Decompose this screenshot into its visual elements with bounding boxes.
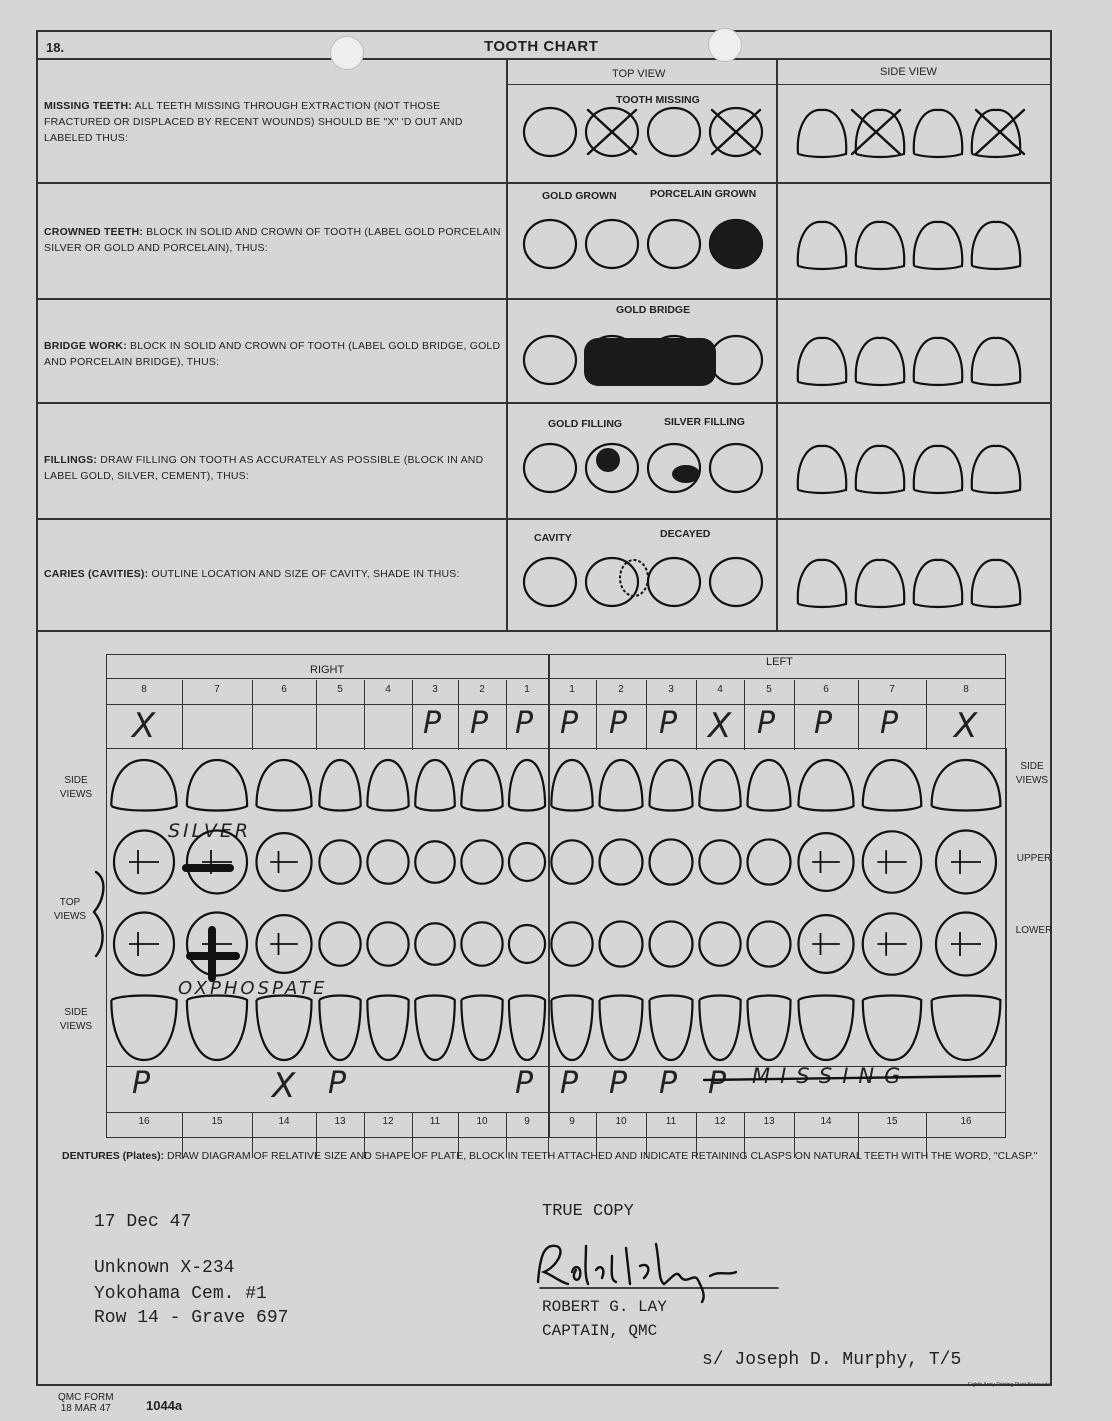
lower-number-14: 14: [820, 1116, 832, 1127]
legend-fillings: FILLINGS: DRAW FILLING ON TOOTH AS ACCURATELY AS POSSIBLE (BLOCK IN AND LABEL GOLD, SILVER, CEMENT), THUS:: [44, 454, 484, 482]
legend-missing: MISSING TEETH: ALL TEETH MISSING THROUGH EXTRACTION (NOT THOSE FRACTURED OR DISPLACED BY RECENT WOUNDS) SHOULD BE "X" 'D OUT AND LABELED THUS:: [44, 100, 463, 144]
lower-number-2: 15: [211, 1116, 223, 1127]
upper-mark-11: P: [659, 706, 678, 741]
top-views-bracket: [94, 872, 103, 956]
lower-number-9: 9: [569, 1116, 575, 1127]
record-line-3: Row 14 - Grave 697: [94, 1308, 289, 1328]
upper-top-tooth-6: [415, 841, 455, 883]
upper-number-16: 8: [963, 684, 969, 695]
lower-top-tooth-4: [319, 922, 360, 965]
upper-top-tooth-2: [187, 831, 247, 894]
upper-side-tooth-2: [187, 760, 247, 811]
lower-number-12: 12: [714, 1116, 726, 1127]
annotation-silver: SILVER: [168, 820, 252, 842]
signer-title: CAPTAIN, QMC: [542, 1322, 658, 1340]
lower-top-tooth-8: [509, 925, 545, 963]
side-views-lower-label: SIDE VIEWS: [59, 1007, 93, 1032]
lower-number-1: 16: [138, 1116, 150, 1127]
upper-top-tooth-16: [936, 831, 996, 894]
upper-top-tooth-3: [256, 833, 311, 891]
lower-top-tooth-2: [187, 913, 247, 976]
lower-side-tooth-6: [415, 996, 455, 1061]
lower-top-tooth-11: [650, 921, 693, 966]
lower-top-tooth-12: [699, 922, 740, 965]
label-porcelain-crown: PORCELAIN GROWN: [650, 188, 757, 200]
upper-side-tooth-7: [461, 760, 502, 811]
lower-side-tooth-13: [748, 996, 791, 1061]
lower-side-tooth-7: [461, 996, 502, 1061]
upper-side-tooth-6: [415, 760, 455, 811]
upper-side-tooth-8: [509, 760, 545, 811]
left-label: LEFT: [766, 656, 793, 668]
upper-top-tooth-9: [551, 840, 592, 883]
lower-side-tooth-16: [932, 996, 1001, 1061]
lower-top-tooth-10: [600, 921, 643, 966]
legend-caries: CARIES (CAVITIES): OUTLINE LOCATION AND SIZE OF CAVITY, SHADE IN THUS:: [44, 568, 460, 580]
label-decayed: DECAYED: [660, 528, 711, 540]
lower-mark-12: P: [708, 1066, 727, 1101]
upper-side-tooth-11: [650, 760, 693, 811]
upper-mark-15: P: [880, 706, 899, 741]
upper-side-tooth-15: [863, 760, 921, 811]
lower-side-tooth-2: [187, 996, 247, 1061]
upper-side-tooth-4: [319, 760, 360, 811]
upper-side-tooth-1: [111, 760, 176, 811]
upper-top-tooth-14: [798, 833, 853, 891]
upper-side-tooth-5: [367, 760, 408, 811]
label-gold-filling: GOLD FILLING: [548, 418, 623, 430]
upper-number-5: 4: [385, 684, 391, 695]
lower-side-tooth-3: [256, 996, 311, 1061]
upper-mark-8: P: [515, 706, 534, 741]
col-side-view: SIDE VIEW: [880, 66, 937, 78]
record-line-1: Unknown X-234: [94, 1258, 235, 1278]
lower-top-tooth-16: [936, 913, 996, 976]
lower-number-16: 16: [960, 1116, 972, 1127]
side-views-upper-label: SIDE VIEWS: [59, 775, 93, 800]
upper-number-14: 6: [823, 684, 829, 695]
lower-top-tooth-13: [748, 921, 791, 966]
upper-side-tooth-10: [600, 760, 643, 811]
lower-number-4: 13: [334, 1116, 346, 1127]
top-views-label: TOP VIEWS: [53, 897, 87, 922]
upper-number-1: 8: [141, 684, 147, 695]
annotation-oxphosphate: OXPHOSPATE: [178, 978, 328, 999]
upper-number-6: 3: [432, 684, 438, 695]
upper-number-3: 6: [281, 684, 287, 695]
upper-mark-13: P: [757, 706, 776, 741]
form-title: TOOTH CHART: [484, 38, 599, 55]
signed-by: s/ Joseph D. Murphy, T/5: [702, 1350, 962, 1370]
lower-top-tooth-1: [114, 913, 174, 976]
lower-side-tooth-5: [367, 996, 408, 1061]
upper-number-2: 7: [214, 684, 220, 695]
label-gold-crown: GOLD GROWN: [542, 190, 617, 202]
upper-mark-14: P: [814, 706, 833, 741]
legend-bridge: BRIDGE WORK: BLOCK IN SOLID AND CROWN OF TOOTH (LABEL GOLD BRIDGE, GOLD AND PORCELAIN BRIDGE), THUS:: [44, 340, 501, 368]
upper-number-4: 5: [337, 684, 343, 695]
lower-side-tooth-10: [600, 996, 643, 1061]
upper-mark-7: P: [470, 706, 489, 741]
lower-mark-8: P: [515, 1066, 534, 1101]
lower-number-15: 15: [886, 1116, 898, 1127]
upper-label: UPPER: [1016, 853, 1052, 864]
record-date: 17 Dec 47: [94, 1212, 192, 1232]
upper-top-tooth-1: [114, 831, 174, 894]
true-copy-label: TRUE COPY: [542, 1202, 634, 1221]
lower-side-tooth-1: [111, 996, 176, 1061]
upper-number-15: 7: [889, 684, 895, 695]
lower-top-tooth-6: [415, 923, 455, 965]
lower-side-tooth-12: [699, 996, 740, 1061]
signature: [530, 1236, 790, 1306]
upper-top-tooth-13: [748, 839, 791, 884]
lower-mark-9: P: [560, 1066, 579, 1101]
upper-top-tooth-10: [600, 839, 643, 884]
upper-top-tooth-8: [509, 843, 545, 881]
upper-number-9: 1: [569, 684, 575, 695]
lower-side-tooth-8: [509, 996, 545, 1061]
lower-side-tooth-11: [650, 996, 693, 1061]
upper-number-13: 5: [766, 684, 772, 695]
upper-side-tooth-3: [256, 760, 311, 811]
upper-side-tooth-14: [798, 760, 853, 811]
upper-mark-6: P: [423, 706, 442, 741]
form-number: 18.: [46, 40, 65, 55]
lower-number-6: 11: [429, 1116, 441, 1127]
lower-number-7: 10: [476, 1116, 488, 1127]
oxphosphate-filling-mark: [190, 930, 236, 978]
signer-name: ROBERT G. LAY: [542, 1298, 667, 1316]
upper-mark-10: P: [609, 706, 628, 741]
upper-mark-16: X: [954, 706, 978, 746]
lower-side-tooth-4: [319, 996, 360, 1061]
upper-side-tooth-9: [551, 760, 592, 811]
upper-side-tooth-16: [932, 760, 1001, 811]
lower-top-tooth-3: [256, 915, 311, 973]
right-label: RIGHT: [310, 664, 345, 676]
form-code-number: 1044a: [146, 1398, 183, 1413]
upper-mark-12: X: [708, 706, 732, 746]
lower-top-tooth-5: [367, 922, 408, 965]
missing-strike: [704, 1076, 1000, 1080]
upper-side-tooth-13: [748, 760, 791, 811]
label-gold-bridge: GOLD BRIDGE: [616, 304, 691, 316]
upper-top-tooth-12: [699, 840, 740, 883]
lower-top-tooth-14: [798, 915, 853, 973]
lower-mark-3: X: [272, 1066, 296, 1106]
upper-top-tooth-4: [319, 840, 360, 883]
lower-top-tooth-9: [551, 922, 592, 965]
upper-mark-1: X: [132, 706, 156, 746]
label-cavity: CAVITY: [534, 532, 572, 544]
upper-number-12: 4: [717, 684, 723, 695]
lower-number-5: 12: [382, 1116, 394, 1127]
lower-mark-1: P: [132, 1066, 151, 1101]
upper-top-tooth-11: [650, 839, 693, 884]
upper-number-7: 2: [479, 684, 485, 695]
lower-label: LOWER: [1015, 925, 1053, 936]
upper-number-10: 2: [618, 684, 624, 695]
upper-side-tooth-12: [699, 760, 740, 811]
lower-number-13: 13: [763, 1116, 775, 1127]
lower-side-tooth-15: [863, 996, 921, 1061]
lower-number-8: 9: [524, 1116, 530, 1127]
lower-number-11: 11: [665, 1116, 677, 1127]
dentures-instructions: DENTURES (Plates): DRAW DIAGRAM OF RELATIVE SIZE AND SHAPE OF PLATE, BLOCK IN TEETH ATTACHED AND INDICATE RETAINING CLASPS ON NATURAL TEETH WITH THE WORD, "CLASP.": [62, 1150, 1038, 1162]
upper-mark-9: P: [560, 706, 579, 741]
lower-mark-4: P: [328, 1066, 347, 1101]
label-tooth-missing: TOOTH MISSING: [616, 94, 700, 106]
lower-top-tooth-15: [863, 913, 921, 974]
lower-top-tooth-7: [461, 922, 502, 965]
lower-side-tooth-9: [551, 996, 592, 1061]
record-line-2: Yokohama Cem. #1: [94, 1284, 267, 1304]
lower-mark-11: P: [659, 1066, 678, 1101]
upper-top-tooth-15: [863, 831, 921, 892]
lower-side-tooth-14: [798, 996, 853, 1061]
lower-number-3: 14: [278, 1116, 290, 1127]
lower-mark-10: P: [609, 1066, 628, 1101]
lower-number-10: 10: [615, 1116, 627, 1127]
annotation-missing: MISSING: [752, 1064, 911, 1088]
form-code: QMC FORM 18 MAR 47: [58, 1392, 114, 1414]
side-views-right-label: SIDE VIEWS: [1015, 761, 1049, 786]
legend-crowned: CROWNED TEETH: BLOCK IN SOLID AND CROWN OF TOOTH (LABEL GOLD PORCELAIN SILVER OR GOLD AND PORCELAIN), THUS:: [44, 226, 501, 254]
upper-top-tooth-5: [367, 840, 408, 883]
label-silver-filling: SILVER FILLING: [664, 416, 745, 428]
upper-top-tooth-7: [461, 840, 502, 883]
col-top-view: TOP VIEW: [612, 68, 666, 80]
printer-imprint: Eighth Army Printing Plant Boonsudo: [968, 1382, 1050, 1388]
upper-number-11: 3: [668, 684, 674, 695]
upper-number-8: 1: [524, 684, 530, 695]
